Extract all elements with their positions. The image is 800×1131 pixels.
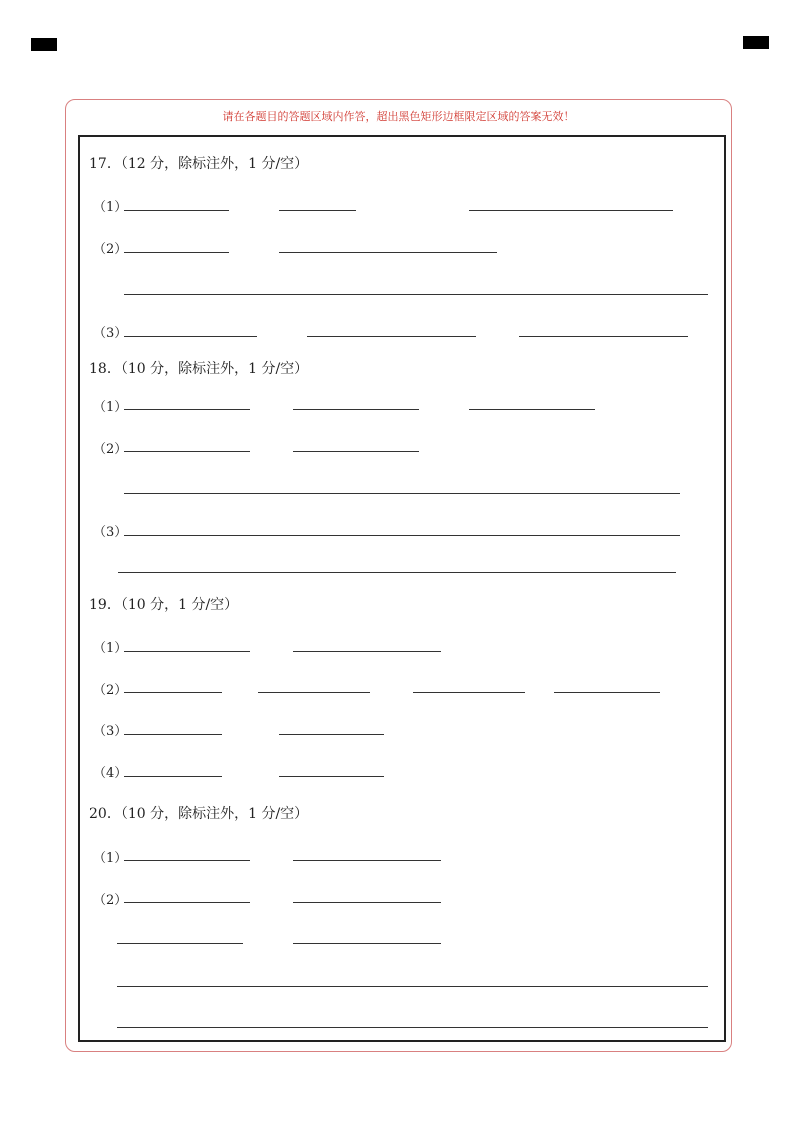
answer-blank[interactable] <box>554 692 660 693</box>
answer-blank[interactable] <box>117 943 243 944</box>
answer-blank[interactable] <box>519 336 688 337</box>
part-label: （1） <box>93 641 128 656</box>
registration-mark-right <box>743 36 769 49</box>
question-number: 18． <box>89 361 121 377</box>
question-17-header <box>89 153 308 173</box>
question-points: （10 分，1 分/空） <box>120 597 239 613</box>
answer-blank[interactable] <box>293 409 419 410</box>
part-label: （1） <box>93 400 128 415</box>
question-20-header <box>89 803 308 823</box>
answer-blank[interactable] <box>293 860 441 861</box>
part-label: （2） <box>93 442 128 457</box>
part-label: （2） <box>93 242 128 257</box>
answer-blank[interactable] <box>279 252 497 253</box>
part-label: （3） <box>93 326 128 341</box>
answer-blank[interactable] <box>258 692 370 693</box>
answer-blank[interactable] <box>279 734 384 735</box>
answer-blank[interactable] <box>117 986 708 987</box>
answer-blank[interactable] <box>469 210 673 211</box>
question-points: （10 分，除标注外，1 分/空） <box>120 361 309 377</box>
question-points: （12 分，除标注外，1 分/空） <box>120 156 309 172</box>
part-label: （2） <box>93 683 128 698</box>
answer-blank[interactable] <box>293 902 441 903</box>
question-18-header <box>89 358 308 378</box>
answer-blank[interactable] <box>293 651 441 652</box>
question-19-header <box>89 594 238 614</box>
answer-blank[interactable] <box>117 1027 708 1028</box>
answer-blank[interactable] <box>307 336 476 337</box>
answer-blank[interactable] <box>124 493 680 494</box>
part-label: （2） <box>93 893 128 908</box>
answer-blank[interactable] <box>124 734 222 735</box>
answer-blank[interactable] <box>124 294 708 295</box>
answer-blank[interactable] <box>124 692 222 693</box>
answer-blank[interactable] <box>124 902 250 903</box>
question-number: 19． <box>89 597 121 613</box>
question-number: 17． <box>89 156 121 172</box>
registration-mark-left <box>31 38 57 51</box>
part-label: （1） <box>93 200 128 215</box>
part-label: （4） <box>93 766 128 781</box>
answer-blank[interactable] <box>293 451 419 452</box>
question-number: 20． <box>89 806 121 822</box>
question-points: （10 分，除标注外，1 分/空） <box>120 806 309 822</box>
answer-blank[interactable] <box>124 651 250 652</box>
answer-blank[interactable] <box>124 535 680 536</box>
answer-blank[interactable] <box>293 943 441 944</box>
answer-blank[interactable] <box>124 336 257 337</box>
answer-blank[interactable] <box>124 451 250 452</box>
answer-area-notice: 请在各题目的答题区域内作答，超出黑色矩形边框限定区域的答案无效！ <box>222 110 575 123</box>
answer-blank[interactable] <box>124 776 222 777</box>
part-label: （3） <box>93 724 128 739</box>
answer-blank[interactable] <box>279 210 356 211</box>
answer-blank[interactable] <box>118 572 676 573</box>
answer-blank[interactable] <box>124 409 250 410</box>
part-label: （3） <box>93 525 128 540</box>
answer-blank[interactable] <box>124 210 229 211</box>
answer-blank[interactable] <box>279 776 384 777</box>
answer-blank[interactable] <box>413 692 525 693</box>
answer-blank[interactable] <box>124 252 229 253</box>
part-label: （1） <box>93 851 128 866</box>
answer-blank[interactable] <box>124 860 250 861</box>
answer-area-inner-border <box>78 135 726 1042</box>
answer-blank[interactable] <box>469 409 595 410</box>
